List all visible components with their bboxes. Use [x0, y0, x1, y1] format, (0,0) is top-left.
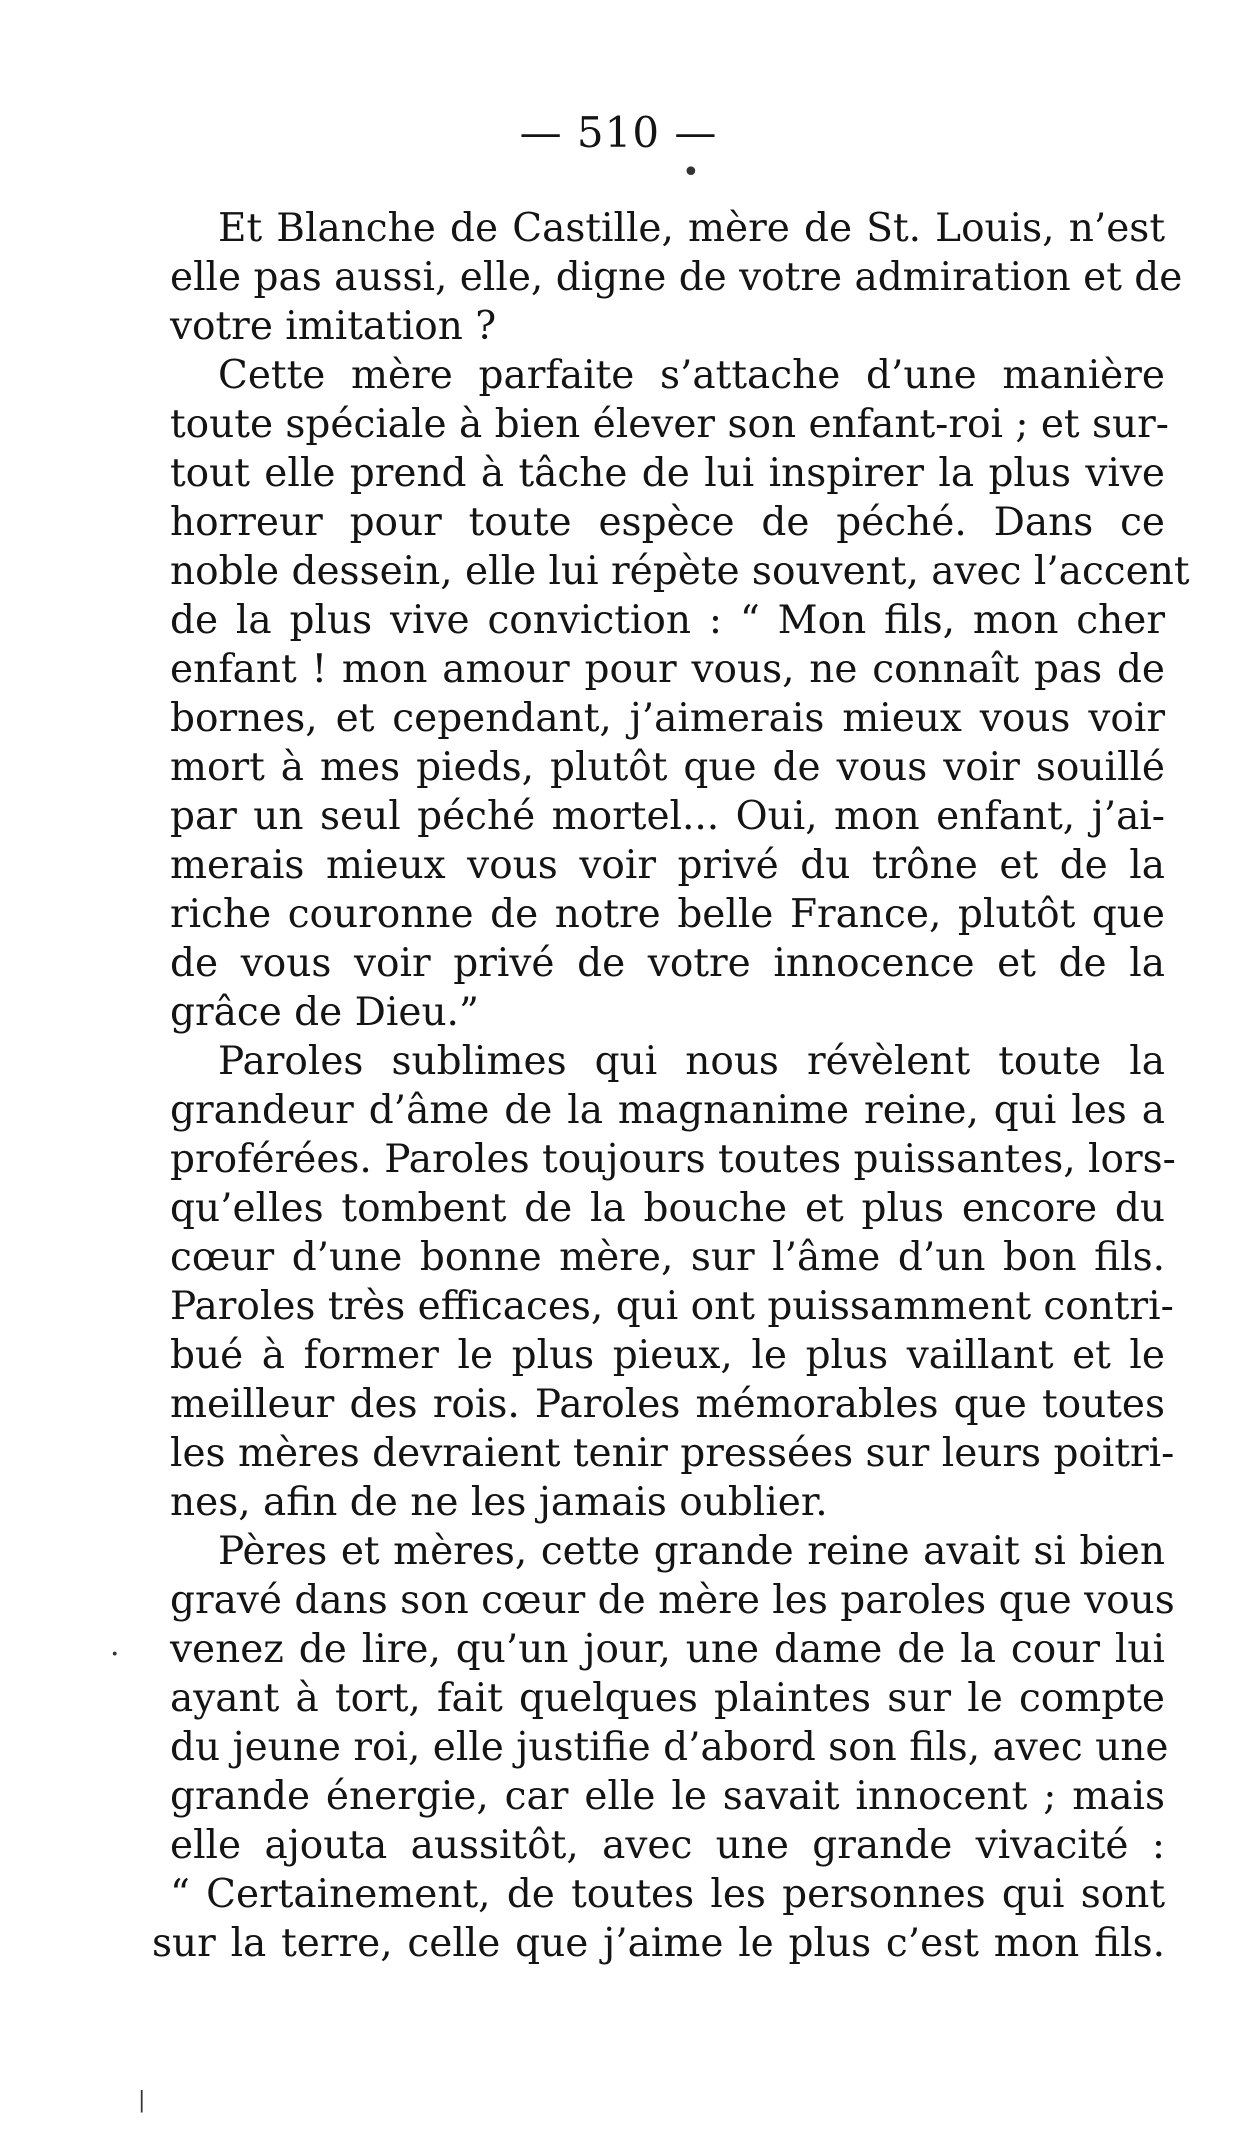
text-line: nes, afin de ne les jamais oublier. — [170, 1480, 828, 1525]
text-line: grandeur d’âme de la magnanime reine, qui les a — [170, 1088, 1165, 1133]
text-line: cœur d’une bonne mère, sur l’âme d’un bon fils. — [170, 1235, 1165, 1280]
text-line: qu’elles tombent de la bouche et plus encore du — [170, 1186, 1165, 1231]
text-line: ayant à tort, fait quelques plaintes sur le compte — [170, 1676, 1165, 1721]
text-line: votre imitation ? — [170, 304, 497, 349]
text-line: grande énergie, car elle le savait innocent ; mais — [170, 1774, 1165, 1819]
text-line: meilleur des rois. Paroles mémorables que toutes — [170, 1382, 1165, 1427]
body-text — [152, 204, 1190, 1968]
text-line: Et Blanche de Castille, mère de St. Louis, n’est — [218, 206, 1165, 251]
text-line: tout elle prend à tâche de lui inspirer la plus vive — [170, 451, 1165, 496]
text-line: mort à mes pieds, plutôt que de vous voir souillé — [170, 745, 1165, 790]
text-line: toute spéciale à bien élever son enfant-roi ; et sur- — [170, 402, 1169, 447]
text-line: enfant ! mon amour pour vous, ne connaît pas de — [170, 647, 1165, 692]
text-line: Cette mère parfaite s’attache d’une manière — [218, 353, 1165, 398]
text-line: “ Certainement, de toutes les personnes qui sont — [170, 1872, 1165, 1917]
text-line: proférées. Paroles toujours toutes puissantes, lors- — [170, 1137, 1176, 1182]
text-line: les mères devraient tenir pressées sur leurs poitri- — [170, 1431, 1175, 1476]
text-line: noble dessein, elle lui répète souvent, avec l’accent — [170, 549, 1190, 594]
text-line: Pères et mères, cette grande reine avait si bien — [218, 1529, 1165, 1574]
text-line: merais mieux vous voir privé du trône et de la — [170, 843, 1165, 888]
text-line: Paroles sublimes qui nous révèlent toute la — [218, 1039, 1165, 1084]
text-line: sur la terre, celle que j’aime le plus c’est mon fils. — [152, 1921, 1165, 1966]
text-line: horreur pour toute espèce de péché. Dans ce — [170, 500, 1165, 545]
margin-mark: · — [110, 1637, 120, 1672]
bullet-mark: • — [682, 155, 700, 190]
margin-mark: | — [138, 2088, 146, 2113]
text-line: elle pas aussi, elle, digne de votre admiration et de — [170, 255, 1183, 300]
text-line: par un seul péché mortel... Oui, mon enfant, j’ai- — [170, 794, 1165, 839]
text-line: riche couronne de notre belle France, plutôt que — [170, 892, 1165, 937]
text-line: grâce de Dieu.” — [170, 990, 479, 1035]
text-line: bué à former le plus pieux, le plus vaillant et le — [170, 1333, 1165, 1378]
page-number: — 510 — — [519, 108, 718, 157]
paragraph — [152, 1527, 1175, 1968]
paragraph — [170, 351, 1190, 1037]
text-line: Paroles très efficaces, qui ont puissamment contri- — [170, 1284, 1174, 1329]
text-line: bornes, et cependant, j’aimerais mieux vous voir — [170, 696, 1165, 741]
text-line: gravé dans son cœur de mère les paroles que vous — [170, 1578, 1175, 1623]
paragraph — [170, 204, 1183, 351]
text-line: venez de lire, qu’un jour, une dame de la cour lui — [170, 1627, 1165, 1672]
paragraph — [170, 1037, 1176, 1527]
text-line: du jeune roi, elle justifie d’abord son fils, avec une — [170, 1725, 1169, 1770]
text-line: de vous voir privé de votre innocence et de la — [170, 941, 1165, 986]
text-line: elle ajouta aussitôt, avec une grande vivacité : — [170, 1823, 1165, 1868]
text-line: de la plus vive conviction : “ Mon fils, mon cher — [170, 598, 1165, 643]
